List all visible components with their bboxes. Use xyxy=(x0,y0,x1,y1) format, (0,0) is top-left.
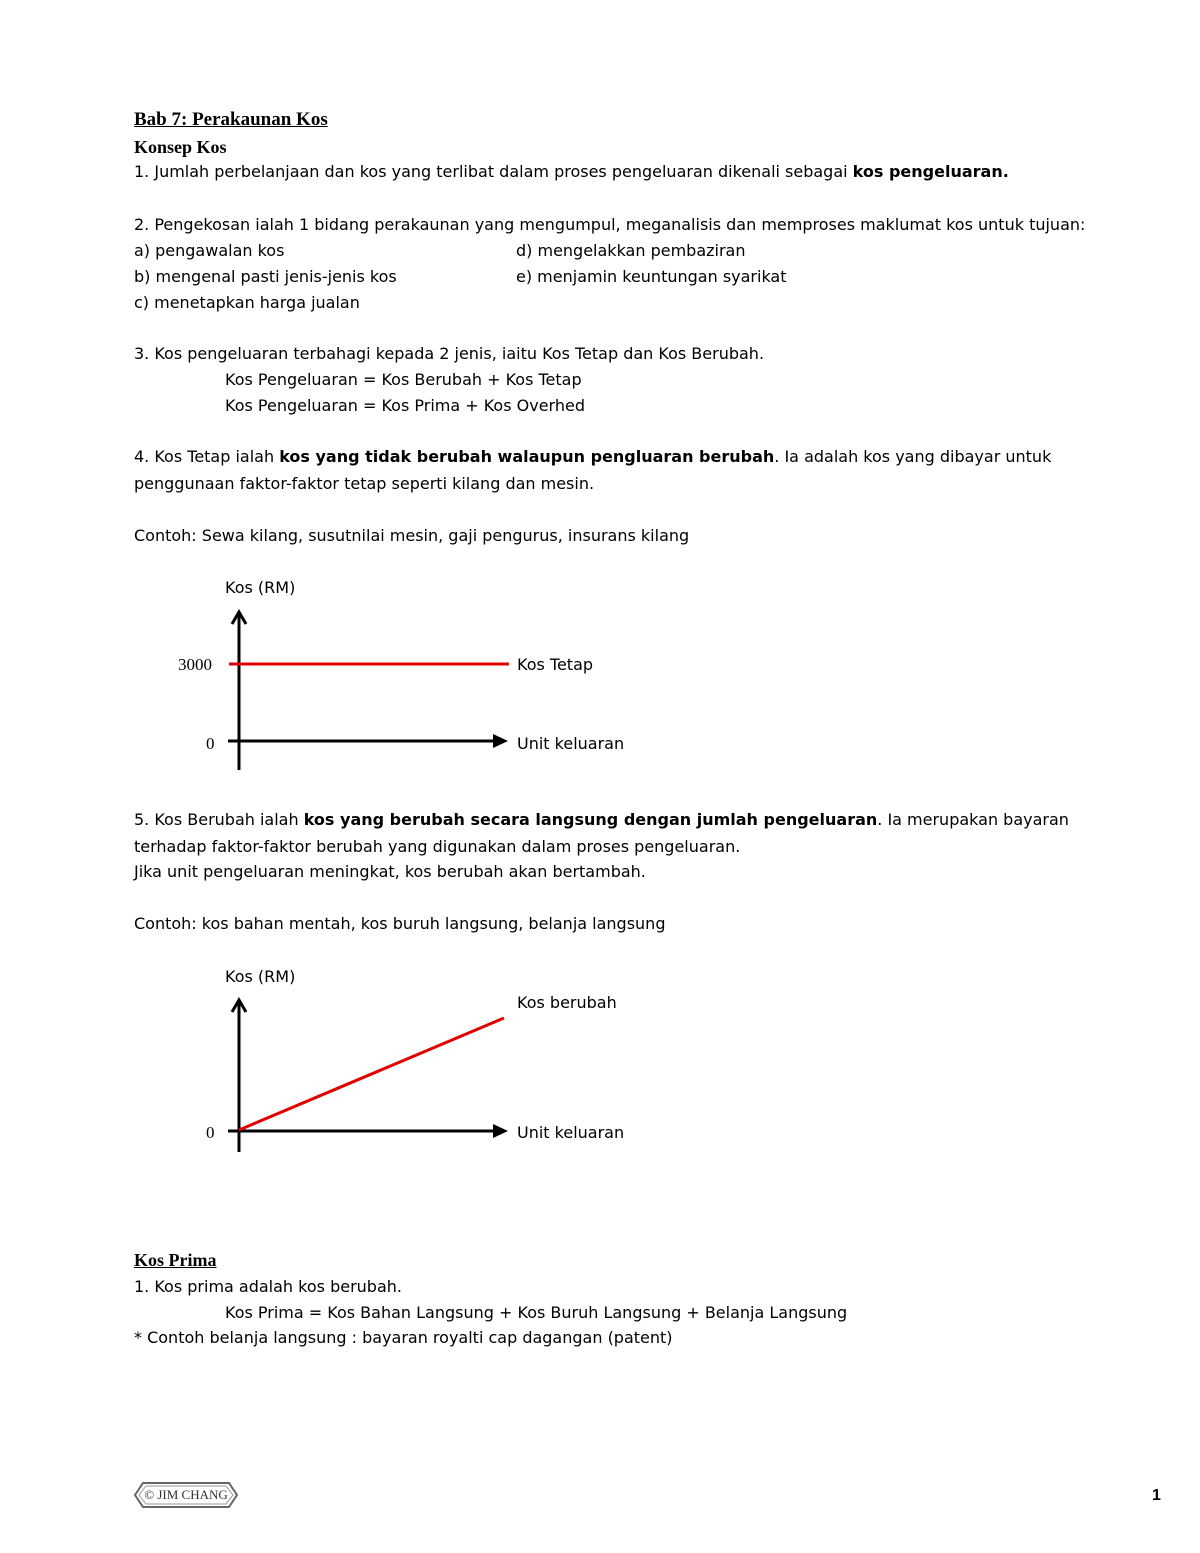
paragraph-5-text-c: . Ia merupakan bayaran xyxy=(877,810,1069,829)
chart2-ylabel: Kos (RM) xyxy=(225,967,296,986)
prima-paragraph-1: 1. Kos prima adalah kos berubah. xyxy=(134,1277,402,1296)
logo-text: © JIM CHANG xyxy=(144,1487,228,1502)
chart2-ytick-0: 0 xyxy=(206,1123,215,1142)
fixed-cost-chart xyxy=(0,570,700,780)
prima-note: * Contoh belanja langsung : bayaran royalti cap dagangan (patent) xyxy=(134,1328,673,1347)
paragraph-4-text-c: . Ia adalah kos yang dibayar untuk xyxy=(774,447,1052,466)
variable-cost-chart xyxy=(0,960,700,1160)
paragraph-4-text-a: 4. Kos Tetap ialah xyxy=(134,447,280,466)
paragraph-5 xyxy=(134,810,1069,830)
section-title-konsep-kos: Konsep Kos xyxy=(134,137,227,157)
paragraph-1-bold: kos pengeluaran. xyxy=(852,162,1009,181)
paragraph-5-bold: kos yang berubah secara langsung dengan jumlah pengeluaran xyxy=(303,810,878,829)
paragraph-2: 2. Pengekosan ialah 1 bidang perakaunan yang mengumpul, meganalisis dan memproses maklumat kos untuk tujuan: xyxy=(134,215,1086,234)
list-item-e: e) menjamin keuntungan syarikat xyxy=(516,267,787,286)
chart1-ylabel: Kos (RM) xyxy=(225,578,296,597)
paragraph-4-line-2: penggunaan faktor-faktor tetap seperti kilang dan mesin. xyxy=(134,474,595,493)
chart1-series-label: Kos Tetap xyxy=(517,655,594,674)
prima-formula: Kos Prima = Kos Bahan Langsung + Kos Buruh Langsung + Belanja Langsung xyxy=(225,1303,848,1322)
paragraph-4-bold: kos yang tidak berubah walaupun pengluaran berubah xyxy=(279,447,775,466)
chart2-series-label: Kos berubah xyxy=(517,993,617,1012)
chart2-x-axis-arrow xyxy=(493,1124,508,1138)
chart1-xlabel: Unit keluaran xyxy=(517,734,625,753)
jim-chang-logo xyxy=(133,1481,239,1509)
paragraph-5-line-3: Jika unit pengeluaran meningkat, kos berubah akan bertambah. xyxy=(134,862,646,881)
paragraph-5-text-a: 5. Kos Berubah ialah xyxy=(134,810,304,829)
page-title: Bab 7: Perakaunan Kos xyxy=(134,109,328,130)
chart1-ytick-0: 0 xyxy=(206,734,215,753)
formula-1: Kos Pengeluaran = Kos Berubah + Kos Tetap xyxy=(225,370,582,389)
paragraph-5-line-2: terhadap faktor-faktor berubah yang digunakan dalam proses pengeluaran. xyxy=(134,837,741,856)
list-item-c: c) menetapkan harga jualan xyxy=(134,293,360,312)
chart1-ytick-3000: 3000 xyxy=(178,655,212,674)
chart2-series-line-kos-berubah xyxy=(239,1018,504,1130)
paragraph-1-text: 1. Jumlah perbelanjaan dan kos yang terlibat dalam proses pengeluaran dikenali sebagai xyxy=(134,162,853,181)
list-item-d: d) mengelakkan pembaziran xyxy=(516,241,746,260)
example-fixed-cost: Contoh: Sewa kilang, susutnilai mesin, gaji pengurus, insurans kilang xyxy=(134,526,690,545)
paragraph-4 xyxy=(134,447,1051,467)
chart2-xlabel: Unit keluaran xyxy=(517,1123,625,1142)
page-number: 1 xyxy=(1152,1487,1161,1504)
example-variable-cost: Contoh: kos bahan mentah, kos buruh langsung, belanja langsung xyxy=(134,914,666,933)
list-item-a: a) pengawalan kos xyxy=(134,241,285,260)
section-title-kos-prima: Kos Prima xyxy=(134,1250,217,1270)
list-item-b: b) mengenal pasti jenis-jenis kos xyxy=(134,267,397,286)
paragraph-3: 3. Kos pengeluaran terbahagi kepada 2 jenis, iaitu Kos Tetap dan Kos Berubah. xyxy=(134,344,765,363)
chart1-x-axis-arrow xyxy=(493,734,508,748)
formula-2: Kos Pengeluaran = Kos Prima + Kos Overhed xyxy=(225,396,585,415)
paragraph-1 xyxy=(134,162,1009,182)
